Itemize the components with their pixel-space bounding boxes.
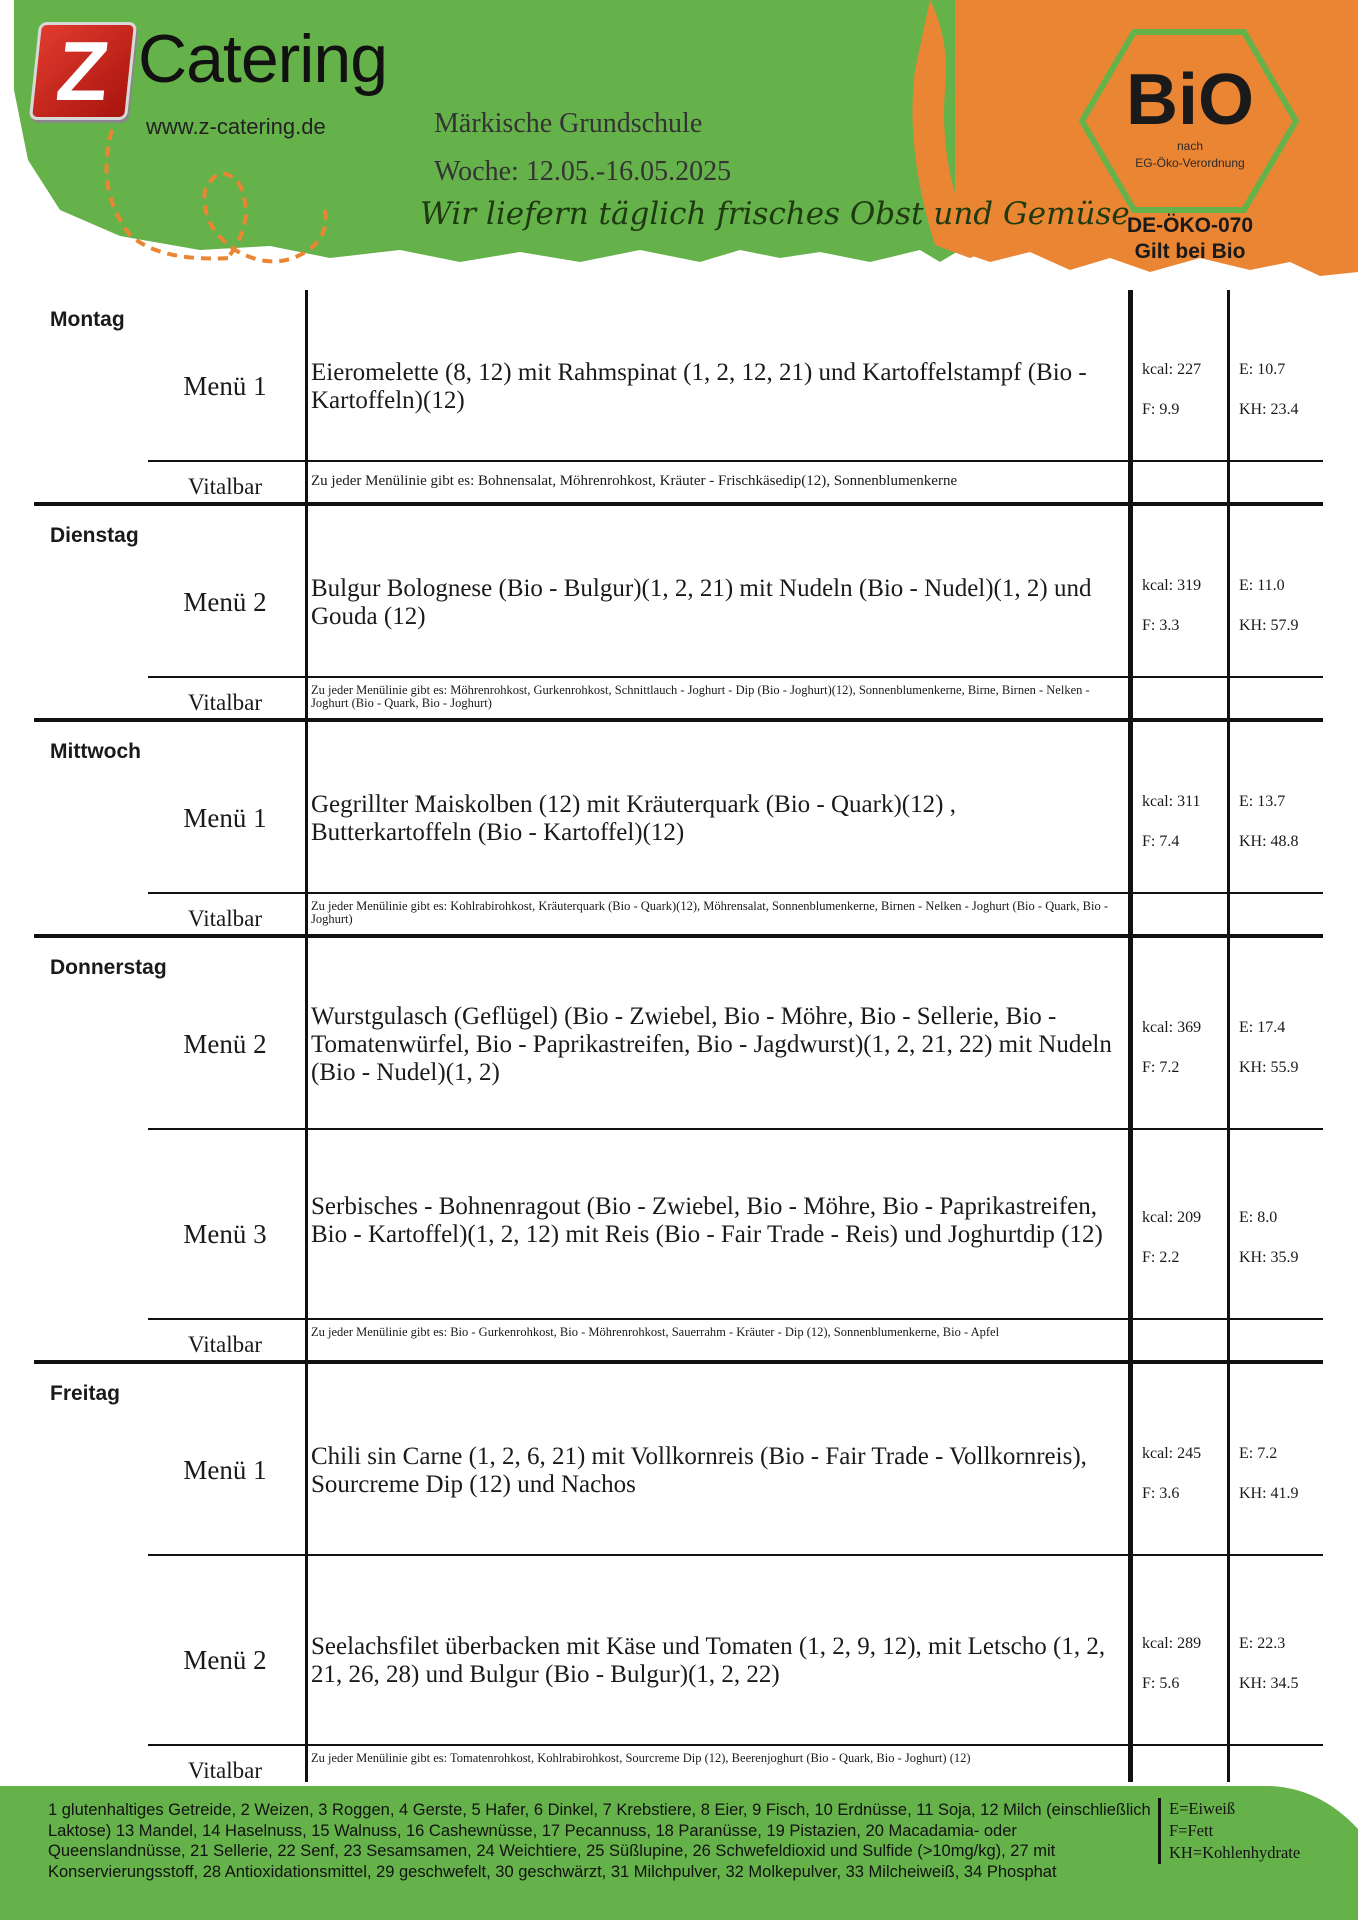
fat-value: F: 3.6 — [1142, 1485, 1180, 1502]
dish-description: Bulgur Bolognese (Bio - Bulgur)(1, 2, 21) mit Nudeln (Bio - Nudel)(1, 2) und Gouda (12) — [311, 575, 1092, 630]
menu-label: Menü 1 — [183, 803, 267, 833]
vitalbar-label: Vitalbar — [188, 1758, 262, 1783]
row-divider — [148, 1128, 1323, 1130]
dish-description: Eieromelette (8, 12) mit Rahmspinat (1, 2, 12, 21) und Kartoffelstampf (Bio - Kartoffeln)(12) — [311, 359, 1087, 414]
bio-sub2: EG-Öko-Verordnung — [1135, 156, 1245, 170]
fat-value: F: 2.2 — [1142, 1249, 1180, 1266]
day-name: Donnerstag — [50, 956, 167, 979]
carbs-value: KH: 48.8 — [1239, 833, 1299, 850]
carbs-value: KH: 41.9 — [1239, 1485, 1299, 1502]
bio-logo-text: BiO — [1125, 60, 1255, 140]
bio-note: Gilt bei Bio — [1134, 240, 1246, 263]
legend-fat: F=Fett — [1169, 1821, 1214, 1840]
day-name: Dienstag — [50, 524, 139, 547]
vitalbar-label: Vitalbar — [188, 690, 262, 715]
carbs-value: KH: 55.9 — [1239, 1059, 1299, 1076]
vitalbar-text: Zu jeder Menülinie gibt es: Tomatenrohkost, Kohlrabirohkost, Sourcreme Dip (12), Beerenjoghurt (Bio - Quark, Bio - Joghurt) (12) — [311, 1751, 971, 1765]
day-name: Montag — [50, 308, 125, 331]
kcal-value: kcal: 227 — [1142, 361, 1202, 378]
vitalbar-text: Zu jeder Menülinie gibt es: Bohnensalat, Möhrenrohkost, Kräuter - Frischkäsedip(12), Sonnenblumenkerne — [311, 473, 958, 489]
bio-sub1: nach — [1176, 139, 1204, 153]
carbs-value: KH: 57.9 — [1239, 617, 1299, 634]
logo-z-mark: Z — [29, 22, 137, 120]
legend-protein: E=Eiweiß — [1169, 1799, 1236, 1818]
school-name: Märkische Grundschule — [434, 108, 703, 139]
logo-name: Catering — [138, 21, 388, 97]
week-range: Woche: 12.05.-16.05.2025 — [434, 156, 732, 187]
legend-carbs: KH=Kohlenhydrate — [1169, 1843, 1301, 1862]
dish-description: Chili sin Carne (1, 2, 6, 21) mit Vollkornreis (Bio - Fair Trade - Vollkornreis), Sourcreme Dip (12) und Nachos — [311, 1443, 1087, 1498]
dish-description: Wurstgulasch (Geflügel) (Bio - Zwiebel, Bio - Möhre, Bio - Sellerie, Bio - Tomatenwürfel, Bio - Paprikastreifen, Bio - Jagdwurst)(1, 2, 21, 22) mit Nudeln (Bio - Nudel)(1, 2) — [311, 1003, 1112, 1086]
row-divider — [148, 1554, 1323, 1556]
menu-label: Menü 2 — [183, 1645, 267, 1675]
menu-label: Menü 1 — [183, 1455, 267, 1485]
row-divider — [148, 676, 1323, 678]
kcal-value: kcal: 209 — [1142, 1209, 1202, 1226]
fat-value: F: 7.2 — [1142, 1059, 1180, 1076]
row-divider — [148, 1318, 1323, 1320]
bio-code: DE-ÖKO-070 — [1126, 214, 1254, 237]
dish-description: Gegrillter Maiskolben (12) mit Kräuterquark (Bio - Quark)(12) , Butterkartoffeln (Bio - Kartoffel)(12) — [311, 791, 956, 846]
vitalbar-text: Zu jeder Menülinie gibt es: Möhrenrohkost, Gurkenrohkost, Schnittlauch - Joghurt - Dip (Bio - Joghurt)(12), Sonnenblumenkerne, Birne, Birnen - Nelken - Joghurt (Bio - Quark, Bio - Joghurt) — [311, 683, 1090, 710]
kcal-value: kcal: 369 — [1142, 1019, 1202, 1036]
bio-certification — [1090, 213, 1290, 265]
z-catering-logo — [30, 18, 410, 138]
day-name: Mittwoch — [50, 740, 141, 763]
protein-value: E: 22.3 — [1239, 1635, 1286, 1652]
kcal-value: kcal: 289 — [1142, 1635, 1202, 1652]
dish-description: Serbisches - Bohnenragout (Bio - Zwiebel, Bio - Möhre, Bio - Paprikastreifen, Bio - Kartoffel)(1, 2, 12) mit Reis (Bio - Fair Trade - Reis) und Joghurtdip (12) — [311, 1193, 1103, 1248]
bio-seal-icon — [1078, 26, 1300, 216]
nutrition-legend — [1158, 1798, 1300, 1864]
allergen-list: 1 glutenhaltiges Getreide, 2 Weizen, 3 Roggen, 4 Gerste, 5 Hafer, 6 Dinkel, 7 Krebstiere, 8 Eier, 9 Fisch, 10 Erdnüsse, 11 Soja, 12 Milch (einschließlich Laktose) 13 Mandel, 14 Haselnuss, 15 Walnuss, 16 Cashewnüsse, 17 Pecannuss, 18 Paranüsse, 19 Pistazien, 20 Macadamia- oder Queenslandnüsse, 21 Sellerie, 22 Senf, 23 Sesamsamen, 24 Weichtiere, 25 Süßlupine, 26 Schwefeldioxid und Sulfide (>10mg/kg), 27 mit Konservierungsstoff, 28 Antioxidationsmittel, 29 geschwefelt, 30 geschwärzt, 31 Milchpulver, 32 Molkepulver, 33 Milcheiweiß, 34 Phosphat — [48, 1801, 1151, 1881]
row-divider — [148, 1744, 1323, 1746]
kcal-value: kcal: 245 — [1142, 1445, 1202, 1462]
row-divider — [148, 892, 1323, 894]
column-rule — [305, 290, 308, 1782]
protein-value: E: 11.0 — [1239, 577, 1285, 594]
vitalbar-label: Vitalbar — [188, 474, 262, 499]
slogan: Wir liefern täglich frisches Obst und Gemüse — [420, 196, 1130, 232]
menu-label: Menü 1 — [183, 371, 267, 401]
menu-label: Menü 3 — [183, 1219, 267, 1249]
column-rule — [1227, 290, 1230, 1782]
column-rule — [1128, 290, 1133, 1782]
carbs-value: KH: 35.9 — [1239, 1249, 1299, 1266]
protein-value: E: 7.2 — [1239, 1445, 1278, 1462]
vitalbar-text: Zu jeder Menülinie gibt es: Kohlrabirohkost, Kräuterquark (Bio - Quark)(12), Möhrensalat, Sonnenblumenkerne, Birnen - Nelken - Joghurt (Bio - Quark, Bio - Joghurt) — [311, 899, 1109, 926]
protein-value: E: 10.7 — [1239, 361, 1286, 378]
fat-value: F: 5.6 — [1142, 1675, 1180, 1692]
menu-label: Menü 2 — [183, 1029, 267, 1059]
protein-value: E: 17.4 — [1239, 1019, 1286, 1036]
protein-value: E: 8.0 — [1239, 1209, 1278, 1226]
logo-url: www.z-catering.de — [146, 114, 326, 139]
vitalbar-text: Zu jeder Menülinie gibt es: Bio - Gurkenrohkost, Bio - Möhrenrohkost, Sauerrahm - Kräuter - Dip (12), Sonnenblumenkerne, Bio - Apfel — [311, 1325, 1000, 1339]
kcal-value: kcal: 311 — [1142, 793, 1201, 810]
day-name: Freitag — [50, 1382, 121, 1405]
carbs-value: KH: 34.5 — [1239, 1675, 1299, 1692]
fat-value: F: 3.3 — [1142, 617, 1180, 634]
protein-value: E: 13.7 — [1239, 793, 1286, 810]
fat-value: F: 9.9 — [1142, 401, 1180, 418]
vitalbar-label: Vitalbar — [188, 1332, 262, 1357]
menu-label: Menü 2 — [183, 587, 267, 617]
fat-value: F: 7.4 — [1142, 833, 1180, 850]
vitalbar-label: Vitalbar — [188, 906, 262, 931]
dish-description: Seelachsfilet überbacken mit Käse und Tomaten (1, 2, 9, 12), mit Letscho (1, 2, 21, 26, 28) und Bulgur (Bio - Bulgur)(1, 2, 22) — [311, 1633, 1106, 1688]
row-divider — [148, 460, 1323, 462]
carbs-value: KH: 23.4 — [1239, 401, 1299, 418]
kcal-value: kcal: 319 — [1142, 577, 1202, 594]
